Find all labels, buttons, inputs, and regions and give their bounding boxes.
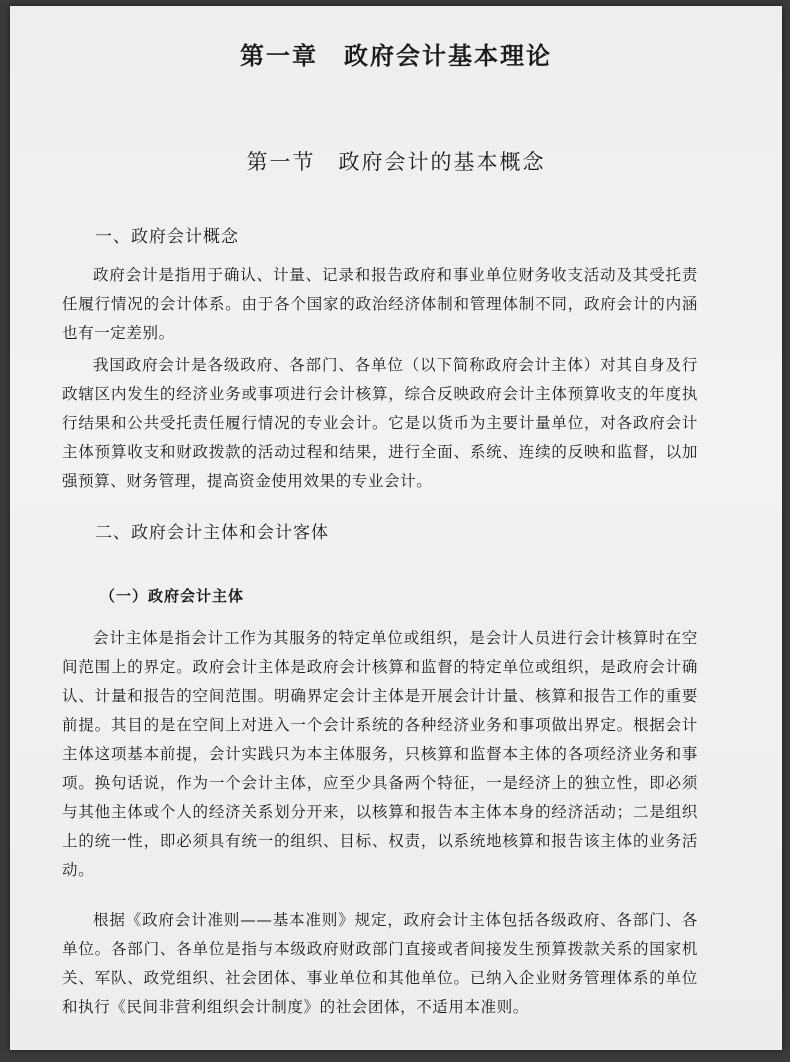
paragraph-accounting-subject: 会计主体是指会计工作为其服务的特定单位或组织，是会计人员进行会计核算时在空间范围上的界定。政府会计主体是政府会计核算和监督的特定单位或组织，是政府会计确认、计量和报告的空间范围。明确界定会计主体是开展会计计量、核算和报告工作的重要前提。其目的是在空间上对进入一个会计系统的各种经济业务和事项做出界定。根据会计主体这项基本前提，会计实践只为本主体服务，只核算和监督本主体的各项经济业务和事项。换句话说，作为一个会计主体，应至少具备两个特征，一是经济上的独立性，即必须与其他主体或个人的经济关系划分开来，以核算和报告本主体本身的经济活动；二是组织上的统一性，即必须具有统一的组织、目标、权责，以系统地核算和报告该主体的业务活动。 (62, 629, 698, 879)
paragraph-definition: 政府会计是指用于确认、计量、记录和报告政府和事业单位财务收支活动及其受托责任履行情况的会计体系。由于各个国家的政治经济体制和管理体制不同，政府会计的内涵也有一定差别。 (62, 266, 698, 342)
book-page (10, 6, 782, 1050)
section-title: 第一节 政府会计的基本概念 (246, 150, 546, 174)
heading-subject-and-object: 二、政府会计主体和会计客体 (95, 523, 329, 543)
subheading-accounting-subject: （一）政府会计主体 (100, 587, 245, 605)
chapter-title: 第一章 政府会计基本理论 (240, 41, 552, 70)
paragraph-china-government-accounting: 我国政府会计是各级政府、各部门、各单位（以下简称政府会计主体）对其自身及行政辖区内发生的经济业务或事项进行会计核算，综合反映政府会计主体预算收支的年度执行结果和公共受托责任履行情况的专业会计。它是以货币为主要计量单位，对各政府会计主体预算收支和财政拨款的活动过程和结果，进行全面、系统、连续的反映和监督，以加强预算、财务管理，提高资金使用效果的专业会计。 (62, 356, 698, 490)
heading-government-accounting-concept: 一、政府会计概念 (95, 227, 239, 247)
paragraph-basic-standard: 根据《政府会计准则——基本准则》规定，政府会计主体包括各级政府、各部门、各单位。各部门、各单位是指与本级政府财政部门直接或者间接发生预算拨款关系的国家机关、军队、政党组织、社会团体、事业单位和其他单位。已纳入企业财务管理体系的单位和执行《民间非营利组织会计制度》的社会团体，不适用本准则。 (62, 911, 698, 1016)
